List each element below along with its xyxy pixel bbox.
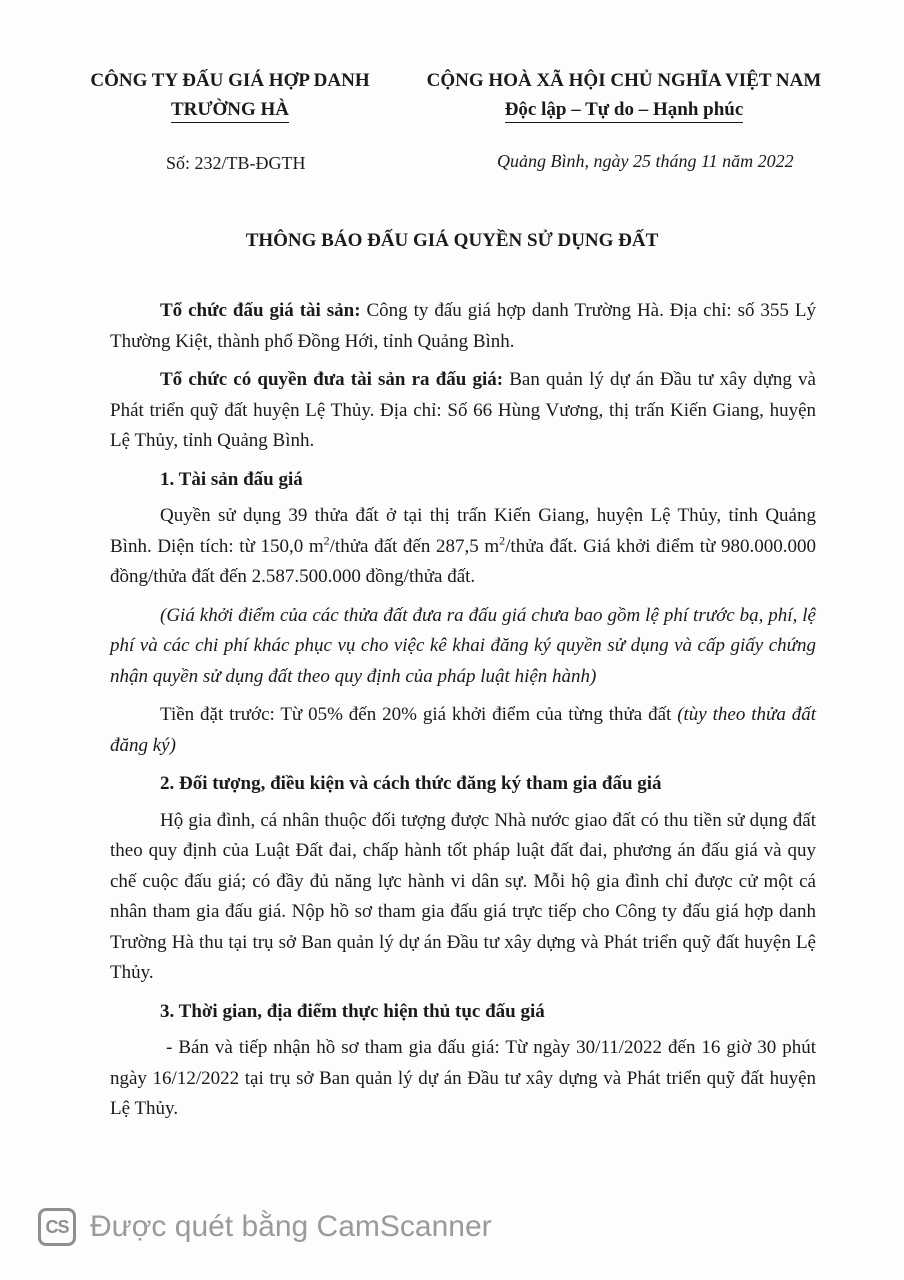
asset-description-part-b: /thửa đất đến 287,5 m	[329, 535, 500, 557]
section-2-heading: 2. Đối tượng, điều kiện và cách thức đăng ký tham gia đấu giá	[160, 773, 662, 794]
national-header	[394, 66, 854, 124]
org-name-line2: TRƯỜNG HÀ	[171, 98, 289, 123]
asset-description-part-a: Quyền sử dụng 39 thửa đất ở tại thị trấn Kiến Giang, huyện Lệ Thủy, tỉnh Quảng Bình. Diện tích: từ 150,0 m	[110, 505, 816, 557]
deposit-paragraph	[110, 700, 816, 761]
area-unit-superscript: 2	[499, 533, 506, 548]
asset-description-part-c: /thửa đất. Giá khởi điểm từ 980.000.000 đồng/thửa đất đến 2.587.500.000 đồng/thửa đất.	[110, 535, 816, 587]
auction-organizer-label: Tổ chức đấu giá tài sản:	[160, 300, 361, 321]
section-1-heading: 1. Tài sản đấu giá	[160, 468, 303, 490]
deposit-note: (tùy theo thửa đất đăng ký)	[110, 704, 816, 756]
nation-motto: Độc lập – Tự do – Hạnh phúc	[505, 98, 744, 123]
registration-schedule: - Bán và tiếp nhận hồ sơ tham gia đấu giá: Từ ngày 30/11/2022 đến 16 giờ 30 phút ngày 16/12/2022 tại trụ sở Ban quản lý dự án Đầu tư xây dựng và Phát triển quỹ đất huyện Lệ Thủy.	[110, 1037, 816, 1119]
camscanner-watermark-text: Được quét bằng CamScanner	[90, 1210, 492, 1243]
participant-conditions: Hộ gia đình, cá nhân thuộc đối tượng được Nhà nước giao đất có thu tiền sử dụng đất theo quy định của Luật Đất đai, chấp hành tốt pháp luật đất đai, phương án đấu giá và quy chế cuộc đấu giá; có đầy đủ năng lực hành vi dân sự. Mỗi hộ gia đình chỉ được cử một cá nhân tham gia đấu giá. Nộp hồ sơ tham gia đấu giá trực tiếp cho Công ty đấu giá hợp danh Trường Hà thu tại trụ sở Ban quản lý dự án Đầu tư xây dựng và Phát triển quỹ đất huyện Lệ Thủy.	[110, 809, 816, 983]
auction-organizer-text: Công ty đấu giá hợp danh Trường Hà. Địa chỉ: số 355 Lý Thường Kiệt, thành phố Đồng Hới, tỉnh Quảng Bình.	[110, 300, 816, 352]
organization-header	[60, 66, 400, 124]
asset-owner-paragraph	[110, 365, 816, 457]
document-date: Quảng Bình, ngày 25 tháng 11 năm 2022	[497, 151, 794, 171]
document-title: THÔNG BÁO ĐẤU GIÁ QUYỀN SỬ DỤNG ĐẤT	[245, 230, 659, 251]
camscanner-watermark	[38, 1205, 492, 1249]
document-number: Số: 232/TB-ĐGTH	[166, 153, 306, 173]
section-3-heading: 3. Thời gian, địa điểm thực hiện thủ tục đấu giá	[160, 1000, 545, 1022]
camscanner-logo-icon: CS	[38, 1208, 76, 1246]
asset-owner-label: Tổ chức có quyền đưa tài sản ra đấu giá:	[160, 369, 504, 390]
starting-price-note: (Giá khởi điểm của các thửa đất đưa ra đấu giá chưa bao gồm lệ phí trước bạ, phí, lệ phí và các chi phí khác phục vụ cho việc kê khai đăng ký quyền sử dụng và cấp giấy chứng nhận quyền sử dụng đất theo quy định của pháp luật hiện hành)	[110, 604, 816, 687]
auction-organizer-paragraph	[110, 296, 816, 357]
org-name-line1: CÔNG TY ĐẤU GIÁ HỢP DANH	[90, 70, 370, 91]
deposit-text: Tiền đặt trước: Từ 05% đến 20% giá khởi điểm của từng thửa đất	[160, 704, 678, 725]
nation-name: CỘNG HOÀ XÃ HỘI CHỦ NGHĨA VIỆT NAM	[426, 70, 822, 91]
document-body	[110, 296, 816, 1133]
asset-description	[110, 501, 816, 593]
area-unit-superscript: 2	[323, 533, 330, 548]
asset-owner-text: Ban quản lý dự án Đầu tư xây dựng và Phát triển quỹ đất huyện Lệ Thủy. Địa chỉ: Số 66 Hùng Vương, thị trấn Kiến Giang, huyện Lệ Thủy, tỉnh Quảng Bình.	[110, 369, 816, 451]
